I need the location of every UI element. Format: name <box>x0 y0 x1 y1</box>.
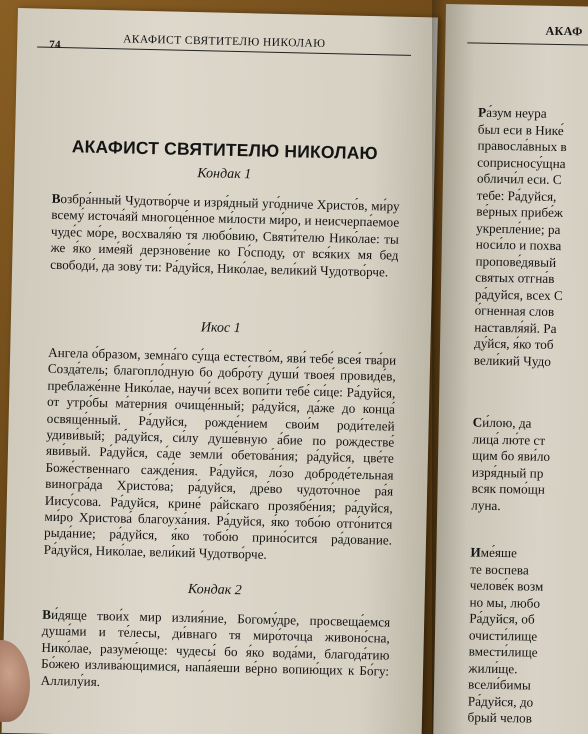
ikos-1-heading: Икос 1 <box>200 320 241 337</box>
dropcap: В <box>51 190 61 207</box>
kondak-2-text: Ви́дяще твои́х мир излия́ние, Богому́дре, просвеща́емся душа́ми и те́лесы, ди́внаго тя миро́точца живоно́сна, Нико́лае, разуме́юще: чудесы́ бо я́ко вода́ми, благода́тию Бо́жею излива́ющимися, напа́яеши ве́рно вопию́щих к Бо́гу: Аллилу́ия. <box>40 606 391 689</box>
right-block-3 <box>467 545 588 729</box>
kondak-1-heading: Кондак 1 <box>197 166 252 183</box>
running-head <box>37 28 411 55</box>
right-block3-lines: ме́яше те воспева челове́к возм но мы, любо Ра́дуйся, об очисти́лище вмести́лище жили́ще. всели́бимы Ра́дуйся, до брый челов <box>467 544 544 726</box>
dropcap: И <box>470 544 481 560</box>
running-head-title: АКАФИСТ СВЯТИТЕЛЮ НИКОЛАЮ <box>123 33 326 50</box>
ikos-1-text: Ангела о́бразом, земна́го су́ща естество́м, яви́ тебе́ всея́ тва́ри Созда́тель; благопло́дную бо добро́ту души́ твоея́ провиде́в, преблаже́нне Нико́лае, научи́ всех вопи́ти тебе́ си́це: Ра́дуйся, от утро́бы ма́терния очище́нный; ра́дуйся, да́же до конца́ освяще́нный. Ра́дуйся, рожде́нием свои́м роди́телей удиви́вый; ра́дуйся, си́лу душе́вную а́бие по рождестве́ яви́вый. Ра́дуйся, са́де земли́ обетова́ния; ра́дуйся, цве́те Боже́ственнаго сажде́ния. Ра́дуйся, ло́зо доброде́тельная виногра́да Христо́ва; ра́дуйся, дре́во чудото́чное ра́я Иису́сова. Ра́дуйся, крине́ ра́йскаго прозябе́ния; ра́дуйся, ми́ро Христова́ благоуха́ния. Ра́дуйся, я́ко тобо́ю отго́нится рыда́ние; ра́дуйся, я́ко тобо́ю прино́сится ра́дование. Ра́дуйся, Нико́лае, вели́кий Чудотво́рче. <box>43 344 397 562</box>
head-rule <box>467 42 588 46</box>
left-page <box>2 8 438 734</box>
right-block1-lines: а́зум неура был еси в Нике́ правосла́вных в соприсносу́щна обличи́л еси. С тебе: Ра́дуйся, ве́рных прибе́ж укрепле́ние; ра носи́ло и похва пропове́дявый святых отгна́в ра́дуйся, всех С о́гненная слов наставля́яй. Ра ду́йся, я́ко тоб вели́кий Чудо <box>473 104 567 369</box>
dropcap: Р <box>477 104 487 120</box>
right-block-1 <box>474 105 588 372</box>
running-head: АКАФ <box>545 23 583 39</box>
right-page <box>433 4 588 734</box>
kondak-2-heading: Кондак 2 <box>187 582 242 599</box>
page-number: 74 <box>49 38 62 51</box>
right-block2-lines: и́лою, да лица́ лю́те ст щим бо яви́ло изря́дный пр всяк помо́щн луна. <box>471 414 551 513</box>
right-block-2 <box>471 415 588 517</box>
dropcap: В <box>42 606 52 622</box>
kondak-1-text: Возбра́нный Чудотво́рче и изря́дный уго́дниче Христо́в, ми́ру всему́ источа́яй многоце́нное ми́лости ми́ро, и неисчерпа́емое чуде́с мо́ре, восхваля́ю тя любо́вию, Святи́телю Нико́лае: ты же я́ко име́яй дерзнове́ние ко Го́споду, от вся́ких мя бед свободи́, да зову́ ти: Ра́дуйся, Нико́лае, вели́кий Чудотво́рче. <box>50 190 400 280</box>
page-title: АКАФИСТ СВЯТИТЕЛЮ НИКОЛАЮ <box>71 136 379 164</box>
dropcap: С <box>472 414 483 430</box>
